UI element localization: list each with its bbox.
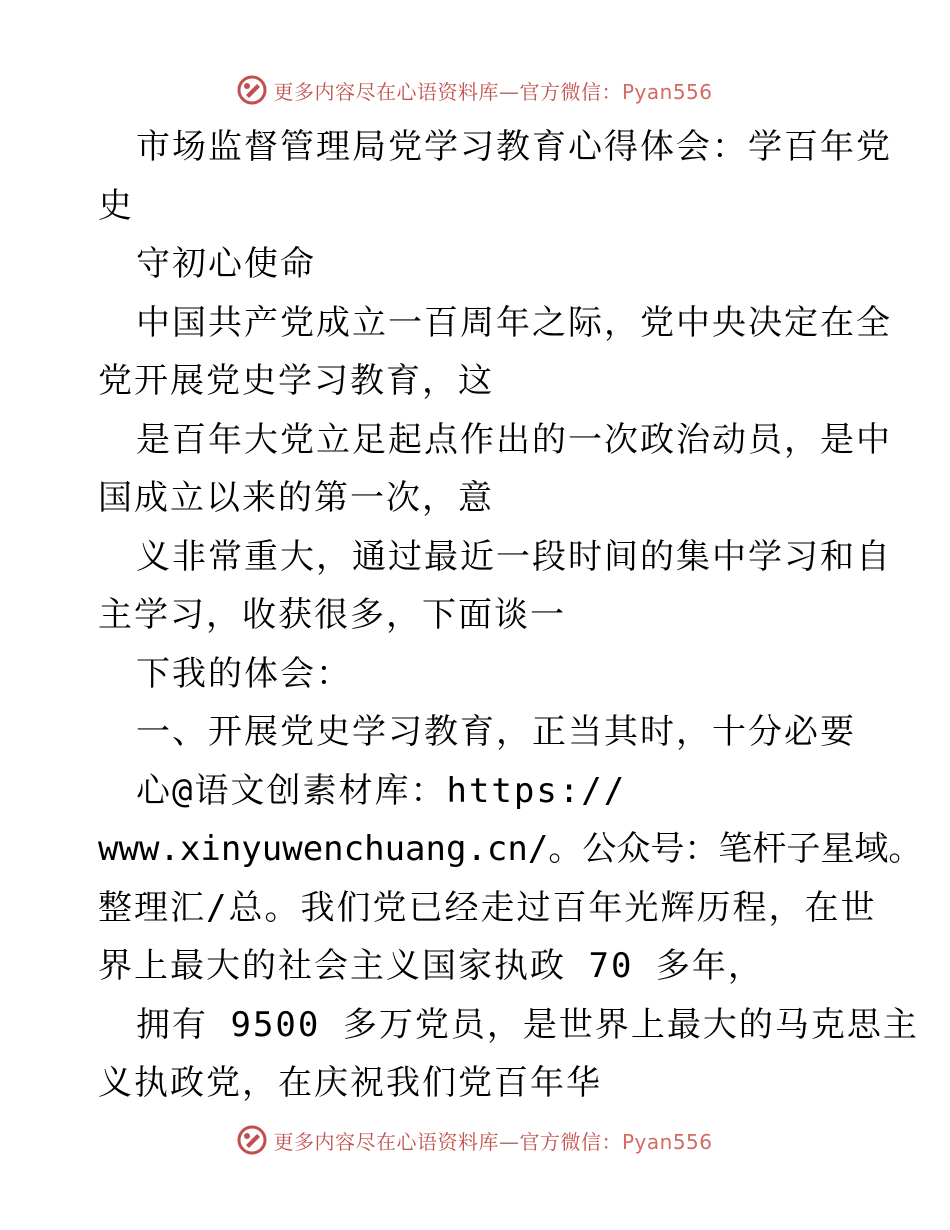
logo-icon [237,1125,267,1155]
watermark-text: 更多内容尽在心语资料库—官方微信：Pyan556 [273,1129,713,1154]
doc-line: 守初心使命 [136,244,316,284]
document-body [98,118,923,1113]
doc-line: 是百年大党立足起点作出的一次政治动员，是中 [136,419,892,460]
doc-line: 主学习，收获很多，下面谈一 [98,595,566,635]
doc-line: 国成立以来的第一次，意 [98,478,494,518]
doc-line: 义执政党，在庆祝我们党百年华 [98,1063,602,1103]
watermark-text: 更多内容尽在心语资料库—官方微信：Pyan556 [273,79,713,104]
doc-line: 心@语文创素材库：https:// [136,770,627,811]
logo-icon [237,75,267,105]
doc-line: 党开展党史学习教育，这 [98,361,494,401]
doc-line: 义非常重大，通过最近一段时间的集中学习和自 [136,536,892,577]
doc-line: 史 [98,185,134,226]
doc-line: 整理汇/总。我们党已经走过百年光辉历程，在世 [98,887,877,928]
doc-line: 一、开展党史学习教育，正当其时，十分必要 [136,712,856,752]
doc-line: 拥有 9500 多万党员，是世界上最大的马克思主 [136,1004,919,1045]
doc-line: 中国共产党成立一百周年之际，党中央决定在全 [136,302,892,343]
doc-line: 界上最大的社会主义国家执政 70 多年， [98,946,764,986]
doc-line: www.xinyuwenchuang.cn/。公众号：笔杆子星域。 [98,829,923,869]
footer-watermark-banner [0,1120,950,1160]
doc-line: 市场监督管理局党学习教育心得体会：学百年党 [136,127,892,167]
header-watermark-banner [0,70,950,110]
doc-line: 下我的体会： [136,653,352,694]
